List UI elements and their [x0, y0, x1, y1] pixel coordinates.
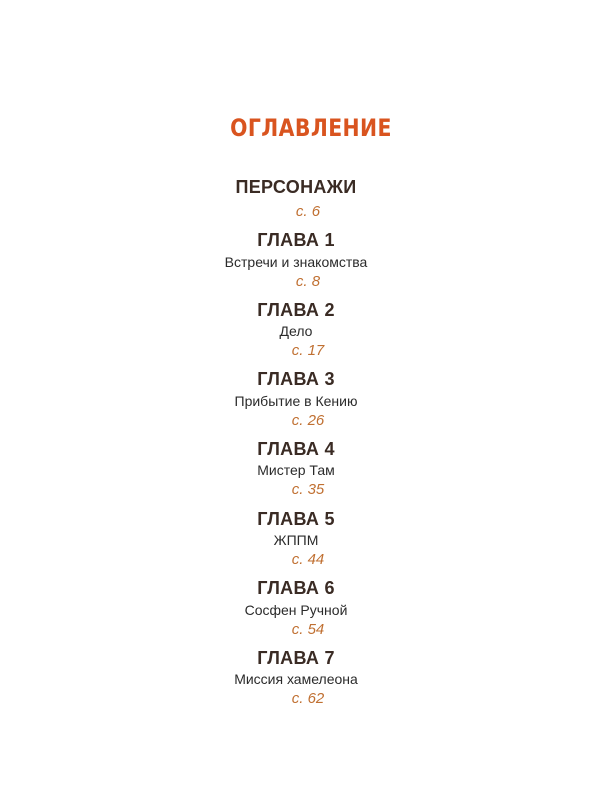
toc-entry-chapter-6-heading: ГЛАВА 6 [257, 578, 335, 598]
toc-entry-chapter-6-page: с. 54 [291, 621, 325, 638]
toc-entry-chapter-1-subtitle: Встречи и знакомства [224, 254, 368, 270]
toc-entry-chapter-7-heading: ГЛАВА 7 [257, 648, 335, 668]
toc-entry-chapter-6-subtitle: Сосфен Ручной [244, 602, 348, 618]
toc-entry-chapter-5-page: с. 44 [291, 551, 325, 568]
toc-entry-chapter-2-page: с. 17 [291, 342, 325, 359]
toc-entry-chapter-4-subtitle: Мистер Там [257, 462, 335, 478]
toc-entry-chapter-3-heading: ГЛАВА 3 [257, 369, 335, 389]
toc-entry-characters-page: с. 6 [295, 203, 321, 220]
toc-entry-chapter-1-page: с. 8 [295, 273, 321, 290]
toc-entry-chapter-7-subtitle: Миссия хамелеона [234, 671, 358, 687]
toc-title: ОГЛАВЛЕНИЕ [230, 114, 392, 142]
toc-entry-characters-heading: ПЕРСОНАЖИ [235, 177, 357, 197]
toc-entry-chapter-2-heading: ГЛАВА 2 [257, 300, 335, 320]
toc-entry-chapter-2-subtitle: Дело [279, 323, 313, 339]
toc-entry-chapter-1-heading: ГЛАВА 1 [257, 230, 335, 250]
toc-entry-chapter-4-page: с. 35 [291, 481, 325, 498]
toc-entry-chapter-7-page: с. 62 [291, 690, 325, 707]
toc-entry-chapter-4-heading: ГЛАВА 4 [257, 439, 335, 459]
toc-entry-chapter-3-subtitle: Прибытие в Кению [234, 393, 358, 409]
toc-entry-chapter-5-heading: ГЛАВА 5 [257, 509, 335, 529]
toc-entry-chapter-3-page: с. 26 [291, 412, 325, 429]
toc-entry-chapter-5-subtitle: ЖППМ [273, 532, 319, 548]
